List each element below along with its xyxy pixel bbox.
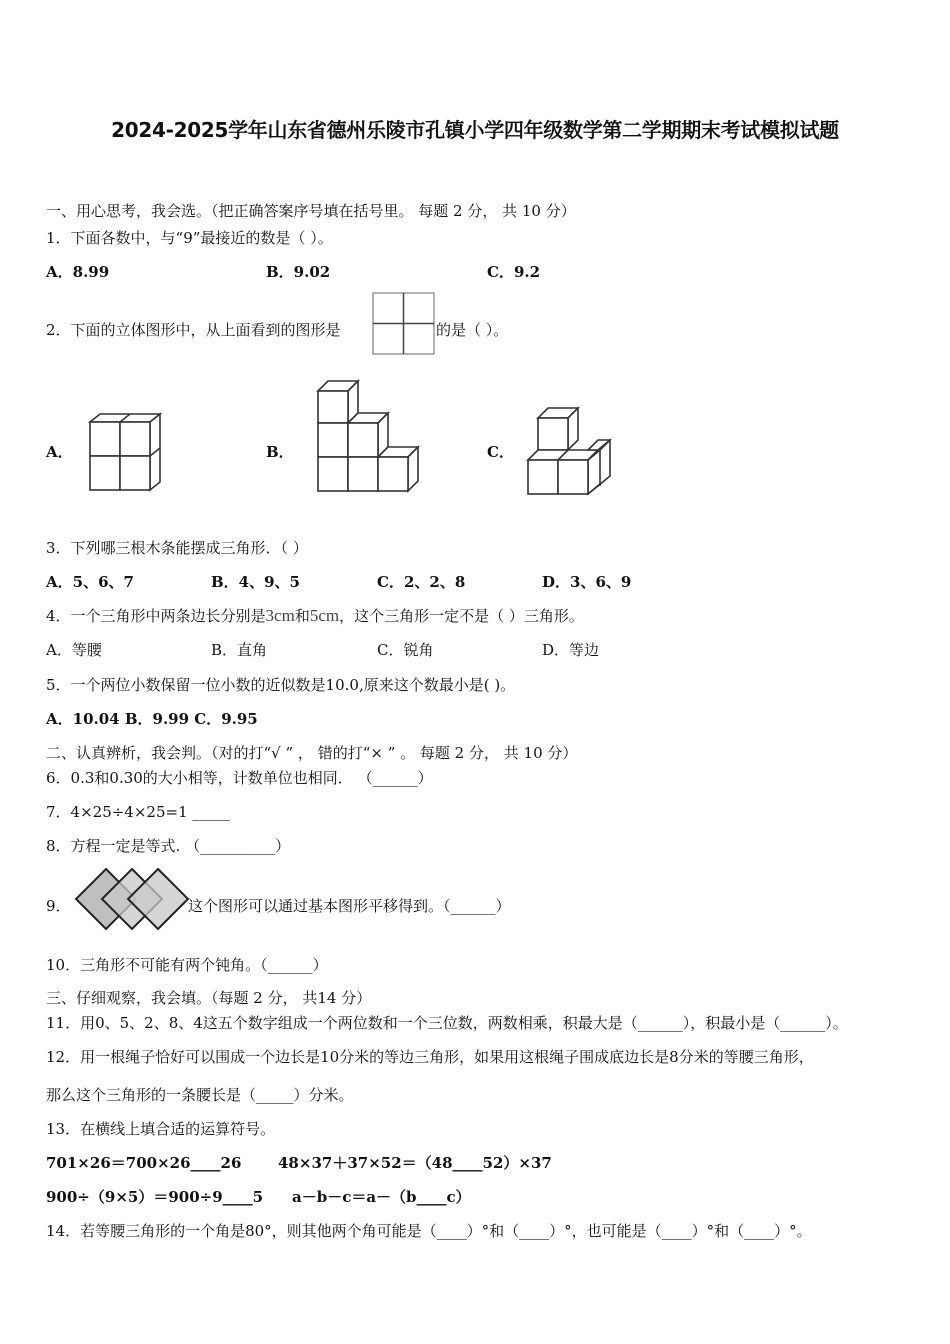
page-title: 2024-2025学年山东省德州乐陵市孔镇小学四年级数学第二学期期末考试模拟试题 — [111, 118, 839, 142]
q4-text-1: 4．一个三角形中两条边长分别是 — [46, 607, 266, 625]
question-3: 3．下列哪三根木条能摆成三角形．（ ） — [46, 539, 308, 557]
q4-option-c: C．锐角 — [377, 641, 434, 659]
q4-text-2: 和 — [294, 607, 310, 625]
question-6: 6．0.3和0.30的大小相等，计数单位也相同． （______） — [46, 769, 433, 787]
question-4 — [46, 606, 584, 626]
q4-option-b: B．直角 — [211, 641, 268, 659]
cube-figure-a — [90, 412, 165, 492]
cube-figure-b — [318, 381, 423, 493]
question-13: 13．在横线上填合适的运算符号。 — [46, 1120, 276, 1138]
question-9-text: 这个图形可以通过基本图形平移得到。（______） — [188, 897, 511, 915]
q2-option-a-label: A． — [46, 443, 73, 461]
question-11: 11．用0、5、2、8、4这五个数字组成一个两位数和一个三位数，两数相乘，积最大是（______），积最小是（______）。 — [46, 1014, 848, 1032]
top-view-grid-figure — [372, 292, 436, 356]
q4-text-3: ，这个三角形一定不是（ ）三角形。 — [339, 607, 584, 625]
question-10: 10．三角形不可能有两个钝角。（______） — [46, 956, 328, 974]
q3-option-a: A．5、6、7 — [46, 573, 134, 591]
q1-option-a: A．8.99 — [46, 263, 110, 281]
section-3-heading: 三、仔细观察，我会填。（每题 2 分， 共14 分） — [46, 989, 372, 1007]
q2-option-b-label: B． — [266, 443, 294, 461]
q2-option-c-label: C． — [487, 443, 514, 461]
q4-length-1: 3cm — [265, 606, 295, 625]
q4-length-2: 5cm — [309, 606, 340, 625]
question-2-prefix: 2．下面的立体图形中，从上面看到的图形是 — [46, 321, 341, 339]
q13-expression-2: 48×37＋37×52＝（48____52）×37 — [278, 1154, 552, 1172]
section-2-heading: 二、认真辨析，我会判。（对的打“√ ” ， 错的打“× ” 。 每题 2 分， 共 10 分） — [46, 744, 578, 762]
q13-expression-1: 701×26＝700×26____26 — [46, 1154, 242, 1172]
question-14: 14．若等腰三角形的一个角是80°，则其他两个角可能是（____）°和（____）°，也可能是（____）°和（____）°。 — [46, 1222, 812, 1240]
question-12-line-1: 12．用一根绳子恰好可以围成一个边长是10分米的等边三角形，如果用这根绳子围成底边长是8分米的等腰三角形， — [46, 1048, 814, 1066]
q1-option-b: B．9.02 — [266, 263, 331, 281]
question-1: 1．下面各数中，与“9”最接近的数是（ ）。 — [46, 229, 333, 247]
question-7: 7．4×25÷4×25=1 _____ — [46, 803, 230, 821]
q3-option-c: C．2、2、8 — [377, 573, 466, 591]
question-2-suffix: 的是（ ）。 — [436, 321, 509, 339]
question-8: 8．方程一定是等式. （__________） — [46, 837, 291, 855]
overlapping-diamonds-figure — [76, 869, 188, 939]
q4-option-d: D．等边 — [542, 641, 600, 659]
question-5: 5．一个两位小数保留一位小数的近似数是10.0,原来这个数最小是( )。 — [46, 676, 516, 694]
q4-option-a: A．等腰 — [46, 641, 102, 659]
q13-expression-3: 900÷（9×5）＝900÷9____5 — [46, 1188, 264, 1206]
question-9-number: 9． — [46, 897, 71, 915]
q13-expression-4: a－b－c＝a－（b____c） — [292, 1188, 471, 1206]
q1-option-c: C．9.2 — [487, 263, 541, 281]
q5-options: A．10.04 B．9.99 C．9.95 — [46, 710, 258, 728]
cube-figure-c — [528, 408, 618, 498]
section-1-heading: 一、用心思考，我会选。（把正确答案序号填在括号里。 每题 2 分， 共 10 分） — [46, 202, 576, 220]
question-12-line-2: 那么这个三角形的一条腰长是（_____）分米。 — [46, 1086, 354, 1104]
q3-option-d: D．3、6、9 — [542, 573, 632, 591]
q3-option-b: B．4、9、5 — [211, 573, 300, 591]
